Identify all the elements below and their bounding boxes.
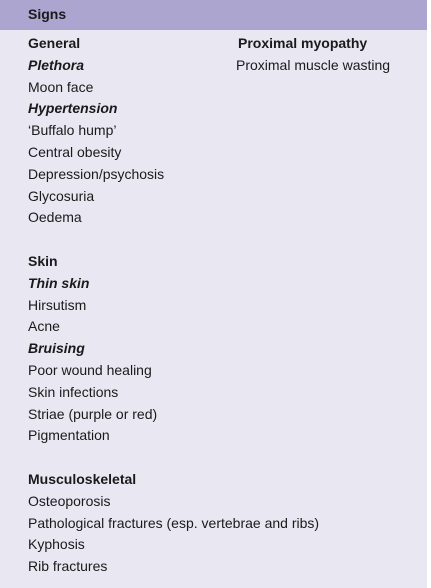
sign-item: Acne xyxy=(28,318,60,335)
sign-item: Proximal muscle wasting xyxy=(236,56,391,73)
sign-item: Osteoporosis xyxy=(28,492,111,509)
section-heading-skin: Skin xyxy=(28,252,58,269)
sign-item: Poor wound healing xyxy=(28,361,152,378)
section-gap xyxy=(28,229,319,251)
right-column xyxy=(236,33,390,77)
sign-item: Depression/psychosis xyxy=(28,165,165,182)
sign-item: Bruising xyxy=(28,340,85,357)
sign-item: Central obesity xyxy=(28,143,122,160)
sign-item: Plethora xyxy=(28,56,85,73)
section-heading-proximal-myopathy: Proximal myopathy xyxy=(238,35,368,51)
header-title: Signs xyxy=(28,6,67,22)
sign-item: Kyphosis xyxy=(28,536,85,553)
sign-item: Skin infections xyxy=(28,383,119,400)
sign-item: Hirsutism xyxy=(28,296,87,313)
sign-item: ‘Buffalo hump’ xyxy=(28,122,117,139)
sign-item: Glycosuria xyxy=(28,187,95,204)
section-gap xyxy=(28,447,319,469)
sign-item: Hypertension xyxy=(28,100,118,117)
table-header xyxy=(0,0,427,30)
section-heading-musculoskeletal: Musculoskeletal xyxy=(28,470,137,487)
sign-item: Moon face xyxy=(28,78,94,95)
section-heading-general: General xyxy=(28,35,81,51)
sign-item: Thin skin xyxy=(28,274,90,291)
sign-item: Oedema xyxy=(28,209,82,226)
left-column xyxy=(28,33,319,578)
sign-item: Pathological fractures (esp. vertebrae and ribs) xyxy=(28,514,320,531)
sign-item: Striae (purple or red) xyxy=(28,405,158,422)
sign-item: Pigmentation xyxy=(28,427,110,444)
sign-item: Rib fractures xyxy=(28,558,108,575)
